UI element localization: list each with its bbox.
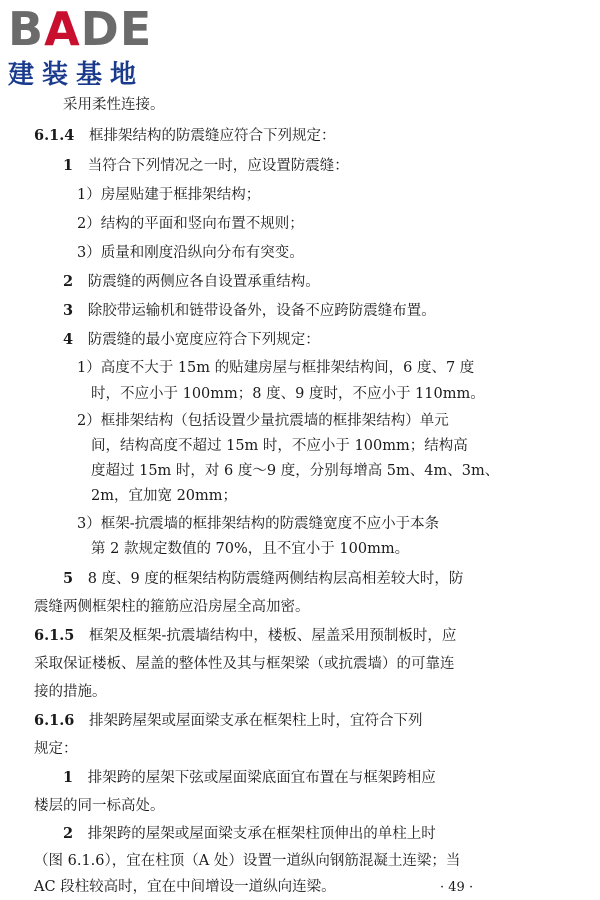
item-line — [63, 272, 600, 292]
section-number: 6.1.4 — [34, 127, 75, 144]
logo-letter-b: B — [8, 2, 45, 56]
section-number: 6.1.6 — [34, 712, 75, 729]
sub-item-continuation: 度超过 15m 时，对 6 度～9 度，分别每增高 5m、4m、3m、 — [91, 463, 500, 479]
logo-chinese: 建装基地 — [8, 60, 145, 90]
sub-item-continuation: 时，不应小于 100mm；8 度、9 度时，不应小于 110mm。 — [91, 386, 485, 402]
logo-letter-a: A — [44, 2, 81, 56]
clause-text: 框架及框架-抗震墙结构中，楼板、屋盖采用预制板时，应 — [88, 628, 457, 644]
text-line: 采取保证楼板、屋盖的整体性及其与框架梁（或抗震墙）的可靠连 — [34, 656, 455, 672]
sub-item: 3）质量和刚度沿纵向分布有突变。 — [77, 245, 304, 261]
item-text: 当符合下列情况之一时，应设置防震缝： — [87, 158, 349, 174]
clause-6-1-6 — [34, 711, 600, 731]
clause-6-1-5 — [34, 626, 600, 646]
text-line: 接的措施。 — [34, 684, 107, 700]
item-line — [63, 330, 600, 350]
sub-item: 2）结构的平面和竖向布置不规则； — [77, 216, 304, 232]
sub-item: 1）高度不大于 15m 的贴建房屋与框排架结构间，6 度、7 度 — [77, 360, 475, 376]
item-line — [63, 569, 600, 589]
item-line — [63, 768, 600, 788]
item-number: 2 — [63, 273, 74, 290]
item-text: 8 度、9 度的框架结构防震缝两侧结构层高相差较大时，防 — [87, 571, 464, 587]
clause-text: 框排架结构的防震缝应符合下列规定： — [88, 128, 336, 144]
sub-item-continuation: 间，结构高度不超过 15m 时，不应小于 100mm；结构高 — [91, 438, 468, 454]
item-line — [63, 824, 600, 844]
logo-latin — [8, 4, 178, 54]
item-number: 4 — [63, 331, 74, 348]
page-number: · 49 · — [440, 880, 474, 895]
item-text: 排架跨的屋架或屋面梁支承在框架柱顶伸出的单柱上时 — [87, 826, 436, 842]
item-number: 5 — [63, 570, 74, 587]
item-number: 2 — [63, 825, 74, 842]
item-number: 1 — [63, 157, 74, 174]
text-line: 规定： — [34, 741, 78, 757]
item-text: 排架跨的屋架下弦或屋面梁底面宜布置在与框架跨相应 — [87, 770, 436, 786]
item-line — [63, 301, 600, 321]
sub-item: 3）框架-抗震墙的框排架结构的防震缝宽度不应小于本条 — [77, 516, 440, 532]
sub-item-continuation: 2m，宜加宽 20mm； — [91, 488, 238, 504]
clause-6-1-4 — [34, 126, 600, 146]
logo-letters-de: DE — [80, 2, 153, 56]
clause-text: 排架跨屋架或屋面梁支承在框架柱上时，宜符合下列 — [88, 713, 423, 729]
item-number: 3 — [63, 302, 74, 319]
item-text: 除胶带运输机和链带设备外，设备不应跨防震缝布置。 — [87, 303, 436, 319]
sub-item: 2）框排架结构（包括设置少量抗震墙的框排架结构）单元 — [77, 413, 449, 429]
item-text: 防震缝的最小宽度应符合下列规定： — [87, 332, 320, 348]
text-line: （图 6.1.6），宜在柱顶（A 处）设置一道纵向钢筋混凝土连梁；当 — [34, 853, 461, 869]
text-line: AC 段柱较高时，宜在中间增设一道纵向连梁。 — [34, 879, 336, 895]
item-text: 防震缝的两侧应各自设置承重结构。 — [87, 274, 320, 290]
sub-item: 1）房屋贴建于框排架结构； — [77, 187, 261, 203]
sub-item-continuation: 第 2 款规定数值的 70%，且不宜小于 100mm。 — [91, 541, 410, 557]
logo — [8, 4, 178, 90]
text-line: 采用柔性连接。 — [63, 97, 165, 113]
item-line — [63, 156, 600, 176]
section-number: 6.1.5 — [34, 627, 75, 644]
item-number: 1 — [63, 769, 74, 786]
text-line: 楼层的同一标高处。 — [34, 798, 165, 814]
text-line: 震缝两侧框架柱的箍筋应沿房屋全高加密。 — [34, 599, 310, 615]
